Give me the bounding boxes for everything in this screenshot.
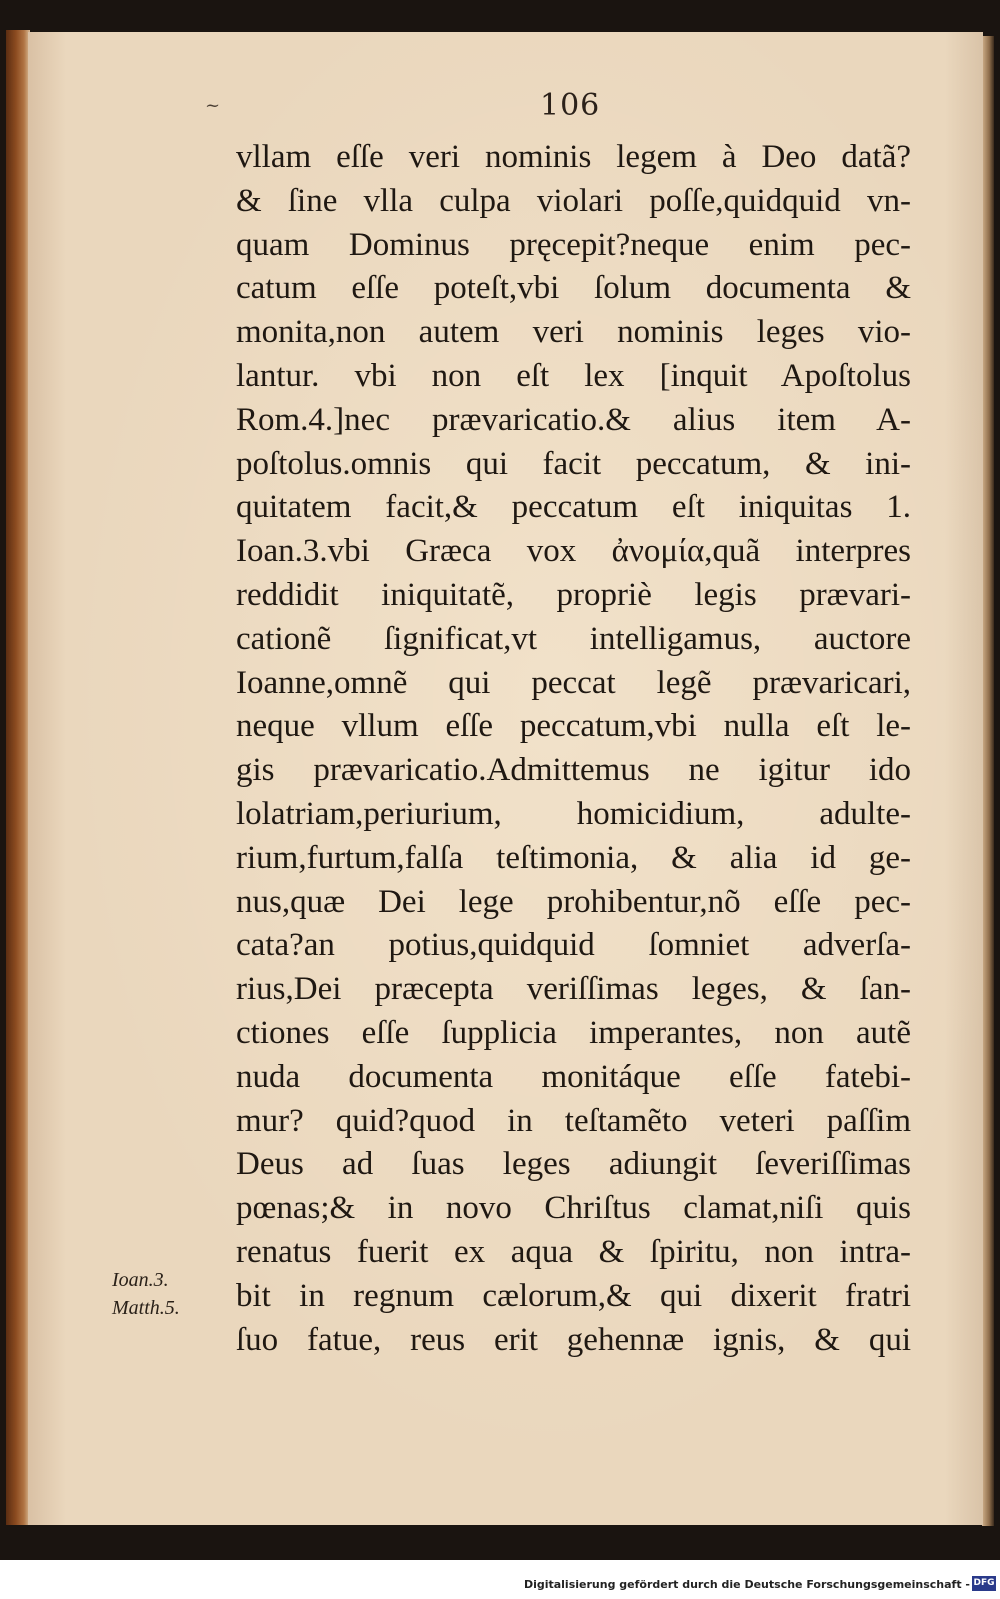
- text-line: ctiones eſſe ſupplicia imperantes, non autẽ: [236, 1014, 911, 1051]
- text-line: Deus ad ſuas leges adiungit ſeveriſſimas: [236, 1146, 911, 1183]
- text-line: lantur. vbi non eſt lex [inquit Apoſtolus: [236, 357, 911, 394]
- dfg-logo: DFG: [972, 1576, 996, 1591]
- body-text: [236, 136, 911, 1362]
- text-line: poſtolus.omnis qui facit peccatum, & ini-: [236, 445, 911, 482]
- text-line: ſuo fatue, reus erit gehennæ ignis, & qui: [236, 1321, 911, 1358]
- text-line: vllam eſſe veri nominis legem à Deo datã?: [236, 139, 911, 175]
- margin-note-ioan: Ioan.3.: [112, 1269, 169, 1291]
- text-line: & ſine vlla culpa violari poſſe,quidquid vn-: [236, 182, 911, 219]
- text-line: Ioan.3.vbi Græca vox ἀνομία,quã interpres: [236, 533, 911, 570]
- text-line: quam Dominus pręcepit?neque enim pec-: [236, 226, 911, 263]
- text-line: rium,furtum,falſa teſtimonia, & alia id ge-: [236, 839, 911, 876]
- text-line: nus,quæ Dei lege prohibentur,nõ eſſe pec-: [236, 883, 911, 920]
- footer-credit: Digitalisierung gefördert durch die Deutsche Forschungsgemeinschaft -: [523, 1578, 970, 1591]
- text-line: pœnas;& in novo Chriſtus clamat,niſi quis: [236, 1190, 911, 1227]
- text-line: Rom.4.]nec prævaricatio.& alius item A-: [236, 401, 911, 438]
- text-line: neque vllum eſſe peccatum,vbi nulla eſt le-: [236, 708, 911, 745]
- text-line: monita,non autem veri nominis leges vio-: [236, 314, 911, 351]
- text-line: catum eſſe poteſt,vbi ſolum documenta &: [236, 270, 911, 307]
- text-line: cationẽ ſignificat,vt intelligamus, auctore: [236, 620, 911, 657]
- text-line: mur? quid?quod in teſtamẽto veteri paſſim: [236, 1102, 911, 1139]
- text-line: cata?an potius,quidquid ſomniet adverſa-: [236, 927, 911, 964]
- text-line: reddidit iniquitatẽ, propriè legis prævari-: [236, 576, 911, 613]
- text-line: bit in regnum cælorum,& qui dixerit fratri: [236, 1277, 911, 1314]
- text-line: lolatriam,periurium, homicidium, adulte-: [236, 795, 911, 832]
- book-edge-left: [6, 30, 30, 1525]
- page-number: 106: [540, 88, 601, 123]
- margin-note-matth: Matth.5.: [112, 1297, 180, 1319]
- top-mark: ~: [205, 95, 221, 116]
- text-line: rius,Dei præcepta veriſſimas leges, & ſan-: [236, 971, 911, 1008]
- text-line: quitatem facit,& peccatum eſt iniquitas 1.: [236, 489, 911, 526]
- book-edge-right: [982, 36, 994, 1526]
- text-line: Ioanne,omnẽ qui peccat legẽ prævaricari,: [236, 664, 911, 701]
- margin-notes: [112, 1266, 222, 1322]
- text-line: gis prævaricatio.Admittemus ne igitur ido: [236, 752, 911, 789]
- text-line: nuda documenta monitáque eſſe fatebi-: [236, 1058, 911, 1095]
- text-line: renatus fuerit ex aqua & ſpiritu, non intra-: [236, 1233, 911, 1270]
